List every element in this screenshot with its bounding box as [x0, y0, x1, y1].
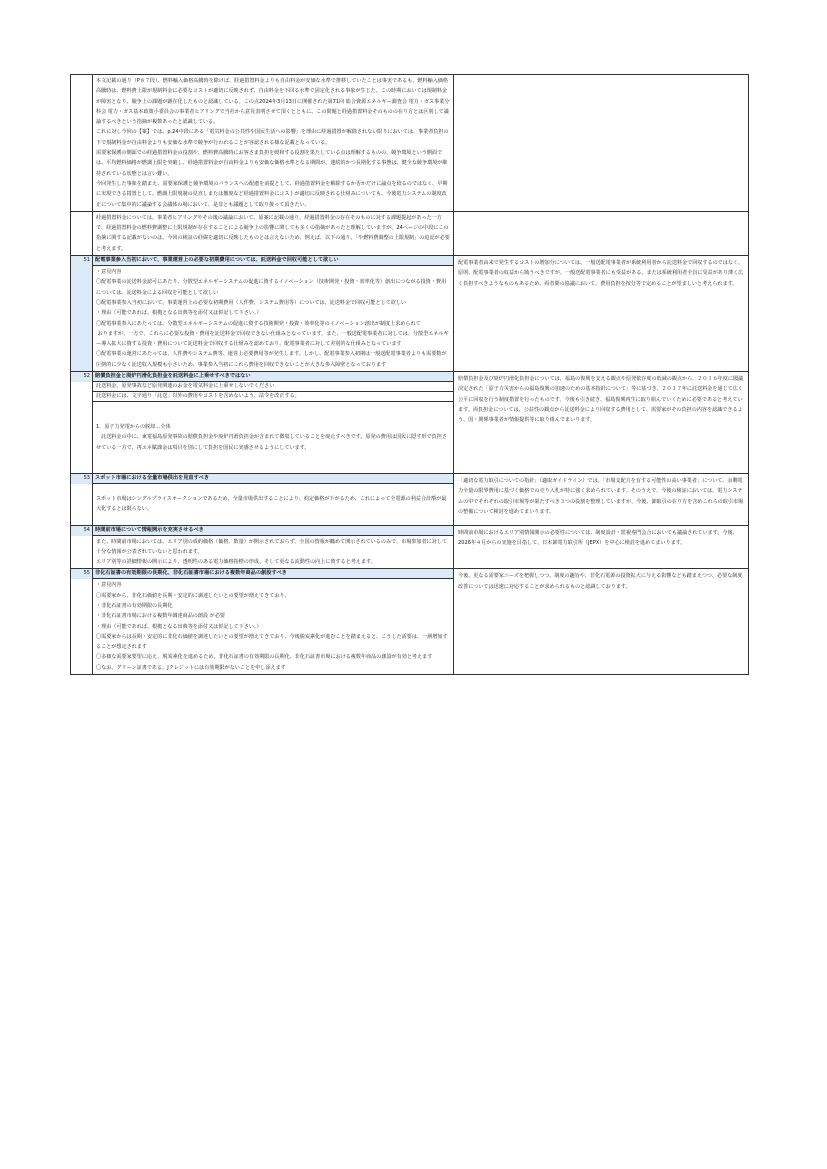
opinion-body [93, 75, 453, 211]
table-row [71, 372, 749, 474]
opinion-paragraph: エリア別等の詳細情報の開示により、透明性のある電力価格指標の形成、そして更なる流動性の向上に資すると考えます。 [96, 559, 376, 566]
row-number: 54 [71, 526, 93, 569]
opinion-cell [93, 212, 454, 255]
opinion-paragraph: 〇配電事業参入にあたっては、分散型エネルギーシステムの促進に資する技術開発・投資・効率化等のイノベーション創出が制度上求められて [96, 320, 421, 327]
opinion-heading: スポット市場における全量市場供出を見直すべき [93, 474, 453, 484]
opinion-paragraph: 〇配電事業参入当初において、事業運営上の必要な初期費用（人件費、システム費用等）については、託送料金で回収可能として欲しい [96, 299, 407, 306]
opinion-paragraph: 1．原子力発電からの脱却…全体 [96, 424, 171, 431]
opinion-table [70, 74, 749, 675]
opinion-cell [93, 526, 454, 569]
opinion-heading: 非化石証書の有効期限の長期化、非化石証書市場における複数年商品の創設すべき [93, 569, 453, 579]
opinion-cell [93, 256, 454, 371]
opinion-paragraph: ・意見内容 [96, 269, 122, 276]
opinion-cell [93, 569, 454, 674]
opinion-heading: 賠償負担金と廃炉円滑化負担金を託送料金に上乗せすべきではない [93, 372, 453, 382]
opinion-paragraph: 経過措置料金については、事業者ヒアリングやその後の議論において、原案に記載の通り、経過措置料金の存在そのものに対する課題提起があった一方で、経過措置料金の燃料費調整に上限規制が存在することによる競争上の影響に関しても多くの指摘があったと理解していますが、24ページの中段にこの指摘に関する記載がないのは、今回の検証の経緯を適切に反映したものとは言えないため、例えば、以下の通り、「や燃料費調整の上限規制」の追記が必要と考えます。 [96, 214, 450, 252]
answer-cell: 「適切な電力取引についての指針」（適取ガイドライン）では、「市場支配力を有する可能性の高い事業者」について、余剰電力全量の限界費用に基づく価格での売り入札が特に強く求められています。そのうえで、今後の検証においては、電力システムの中でそれぞれの取引市場等が果たすべき３つの役割を整理していますが、今後、卸取引の在り方を含めこれらの取引市場の整備について検討を進めてまいります。 [454, 474, 749, 525]
opinion-paragraph: 〇配電事業の運営にあたっては、人件費やシステム費等、運営上必要費用等が発生します。しかし、配電事業参入初期は一般送配電事業者よりも需要数が圧倒的に少なく託送収入規模も小さいため、事業参入当初にこれら費用を回収できないことが大きな参入障壁となっております [96, 351, 447, 368]
opinion-paragraph: ・非化石証書市場における複数年調達商品の創設 が必要 [96, 613, 225, 620]
opinion-cell [93, 75, 454, 211]
opinion-paragraph: ・意見内容 [96, 582, 122, 589]
answer-cell [454, 75, 749, 211]
answer-cell: 配電事業者由来で発生するコストの増加分については、一般送配電事業者が系統利用者から託送料金で回収するのではなく、原則、配電事業者の収益から賄うべきですが、一般送配電事業者にも受益がある、または系統利用者全員に受益があり薄く広く負担すべきようなものもあるため、両者間の協議において、費用負担を按分等で定めることが望ましいと考えられます。 [454, 256, 749, 371]
row-number [71, 75, 93, 211]
row-number: 51 [71, 256, 93, 371]
opinion-paragraph: スポット市場はシングルプライスオークションであるため、全量市場供出することにより、約定価格が下がるため、これによって全電源の利益合計額が最大化するとは限らない。 [96, 495, 447, 513]
answer-cell: 今後、更なる需要家ニーズを把握しつつ、制度の趣旨や、非化石電源の投資拡大に与える影響なども踏まえつつ、必要な制度改善については迅速に対応することが求められるものと認識しております。 [454, 569, 749, 674]
opinion-sub-item: 託送料金には、文字通り「託送」以外の費用やコストを含めないよう、法令を改正する。 [93, 392, 453, 402]
opinion-paragraph: また、時間前市場においては、エリア別の成約価格（価格、数量）が開示されておらず、全国の情報が纏めて開示されているのみで、市場参加者に対して十分な情報が公表されていないと思われます。 [96, 538, 447, 555]
opinion-cell [93, 372, 454, 473]
answer-cell: 賠償負担金及び廃炉円滑化負担金については、福島の復興を支える観点や原発依存度の低減の観点から、２０１６年度に閣議決定された「原子力災害からの福島復興の加速のための基本指針について」等に基づき、２０１７年に託送料金を通じて広く公平に回収を行う制度措置を行ったものです。今後も引き続き、福島復興再生に取り組んでいくために必要であると考えています。両負担金については、公益性の観点から託送料金により回収する費用として、需要家がその負担の内容を認識できるよう、国・関係事業者が情報提供等に取り組んでまいります。 [454, 372, 749, 473]
opinion-body [93, 484, 453, 525]
table-row [71, 256, 749, 372]
answer-cell [454, 212, 749, 255]
row-number: 53 [71, 474, 93, 525]
opinion-paragraph: ・非化石証書の有効期限の長期化 [96, 602, 173, 609]
table-row [71, 526, 749, 570]
opinion-paragraph: これに対し今回の【案】では、p.24中段にある「電気料金の公共性や国民生活への影響」を理由に経過措置が解除されない限りにおいては、事業者負担の下で規制料金が自由料金よりも安価な水準で競争が行われることが容認される様な記載となっている。 [96, 129, 449, 146]
opinion-cell [93, 474, 454, 525]
opinion-paragraph: ・理由（可能であれば、根拠となる出典等を添付又は併記して下さい。） [96, 310, 262, 317]
opinion-paragraph: 〇なお、グリーン証書である、Jクレジットには有効期限がないことを申し添えます [96, 664, 286, 671]
opinion-paragraph: おりますが、一方で、これらに必要な投資・費用を託送料金で回収できない仕組みとなっています。また、一般送配電事業者に対しては、分散型エネルギー導入拡大に資する投資・費用について託送料金で回収する仕組みを認めており、配電事業者に対して差別的な仕組みとなっています [96, 330, 449, 348]
table-row [71, 569, 749, 675]
opinion-body [93, 212, 453, 255]
opinion-body [93, 536, 453, 569]
opinion-paragraph: ・理由（可能であれば、根拠となる出典等を添付又は併記して下さい。） [96, 623, 262, 630]
opinion-heading: 配電事業参入当初において、事業運営上の必要な初期費用については、託送料金で回収可能として欲しい [93, 256, 453, 266]
row-number: 52 [71, 372, 93, 473]
row-number [71, 212, 93, 255]
opinion-paragraph: 今回発生した事象を踏まえ、需要家保護と競争環境のバランスへの配慮を前提として、経過措置料金を解除するか否かだけに論点を絞るのではなく、早期に実現できる措置として、燃調上限規制の見直しまたは撤廃など経過措置料金にコストが適切に反映される仕組みについても、今後電力システムの制度改正について集中的に議論する会議体の場において、是非とも議題として取り扱って頂きたい。 [96, 180, 448, 208]
opinion-paragraph: 需要家保護の側面での経過措置料金の役割や、燃料費高騰時にお客さま負担を緩和する役割を果たしている点は理解するものの、競争環境という側面では、平均燃料価格が燃調上限を突破し、経過措置料金が自由料金よりも安価な価格水準となる期間が、連続的かつ長期化する事態は、健全な競争環境が維持されている状態とは言い難い。 [96, 150, 448, 177]
row-number: 55 [71, 569, 93, 674]
opinion-sub-item: 託送料金、原発事故など原発関連のお金を電気料金に上乗せしないでください [93, 382, 453, 392]
opinion-paragraph: 託送料金の中に、東電福島原発事故の賠償負担金や廃炉円滑負担金が含まれて徴収していることを廃止すべきです。原発の費用は国民に隠す形で負担させている一方で、再エネ賦課金は項目を別にして負担を国民に実感させるようにしています。 [96, 434, 447, 451]
opinion-paragraph: 〇多様な需要家要望に応え、脱炭素化を進めるため、非化石証書の有効期限の長期化、非化石証書市場における複数年商品の創設が有効と考えます [96, 654, 433, 661]
table-row [71, 75, 749, 212]
answer-cell: 時間前市場におけるエリア別情報開示の必要性については、制度設計・監視専門会合においても議論されています。今後、2026年４月からの実施を目指して、日本卸電力取引所（JEPX）を中心に検討を進めてまいります。 [454, 526, 749, 569]
opinion-paragraph: 〇需要家から、非化石価値を長期・安定的に調達したいとの要望が増えてきており、 [96, 592, 290, 599]
opinion-heading: 時間前市場について情報開示を充実させるべき [93, 526, 453, 536]
opinion-paragraph: 本文記載の通り（P８７段）、燃料輸入価格高騰時を除けば、経過措置料金よりも自由料金が安価な水準で推移していたことは事実であるも、燃料輸入価格高騰時は、燃料費上限が規制料金に必要なコストが適切に反映されず、自由料金を下回る水準で固定化される事象が生じた。この時期においては規制料金が障害となり、競争上の課題が顕在化したものと認識している。この点2024年3月13日に開催された第71回 総合資源エネルギー調査会 電力・ガス事業分科会 電力・ガス基本政策小委員会の事業者ヒアリングで当社から意見表明させて頂くとともに、この問題と経過措置料金そのものの在り方とは区別して議論するべきという指摘が複数あったと認識している。 [96, 78, 450, 126]
table-row [71, 212, 749, 256]
opinion-paragraph: 〇需要家からは長期・安定的に非化石価値を調達したいとの要望が増えてきており、今後脱炭素化が進むことを踏まえると、こうした需要は、一層増加することが想定されます [96, 633, 448, 651]
opinion-body [93, 402, 453, 473]
opinion-paragraph: 〇配電事業の託送料金認可にあたり、分散型エネルギーシステムの促進に資するイノベーション（技術開発・投資・効率化等）創出につながる投資・費用については、託送料金による回収を可能として欲しい [96, 279, 447, 296]
opinion-body [93, 266, 453, 371]
opinion-body [93, 579, 453, 674]
table-row [71, 474, 749, 526]
